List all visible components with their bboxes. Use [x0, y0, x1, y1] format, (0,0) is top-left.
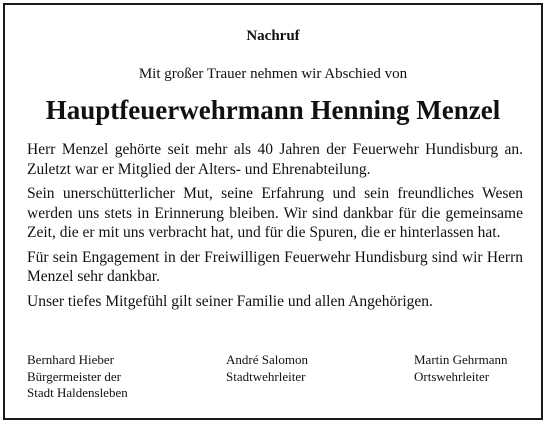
paragraph-remembrance: Sein unerschütterlicher Mut, seine Erfahrung und sein freundliches Wesen werden uns stets in Erinnerung bleiben. Wir sind dankbar für die gemeinsame Zeit, die er mit uns verbracht hat, und für die Spuren, die er hinterlassen hat.	[27, 185, 523, 241]
paragraph-membership: Herr Menzel gehörte seit mehr als 40 Jahren der Feuerwehr Hundisburg an. Zuletzt war er Mitglied der Alters- und Ehrenabteilung.	[27, 141, 523, 178]
signatory-name: André Salomon	[226, 352, 308, 367]
signatory-mayor	[27, 352, 128, 402]
paragraph-condolence: Unser tiefes Mitgefühl gilt seiner Familie und allen Angehörigen.	[27, 292, 433, 310]
signatory-role: Stadtwehrleiter	[226, 368, 306, 384]
intro-line: Mit großer Trauer nehmen wir Abschied von	[138, 66, 408, 82]
signatory-city-fire-chief	[226, 352, 308, 385]
obituary-body	[27, 140, 523, 316]
signatory-role: Bürgermeister der	[27, 368, 121, 384]
signatory-name: Martin Gehrmann	[414, 352, 508, 367]
signatory-role: Stadt Haldensleben	[27, 385, 128, 400]
paragraph-gratitude: Für sein Engagement in der Freiwilligen Feuerwehr Hundisburg sind wir Herrn Menzel sehr dankbar.	[27, 248, 523, 285]
signatory-name: Bernhard Hieber	[27, 352, 114, 367]
obituary-frame	[3, 3, 543, 420]
signatory-role: Ortswehrleiter	[414, 368, 490, 384]
deceased-name: Hauptfeuerwehrmann Henning Menzel	[45, 95, 501, 125]
obituary-heading: Nachruf	[246, 28, 300, 44]
signatory-local-fire-chief	[414, 352, 508, 385]
